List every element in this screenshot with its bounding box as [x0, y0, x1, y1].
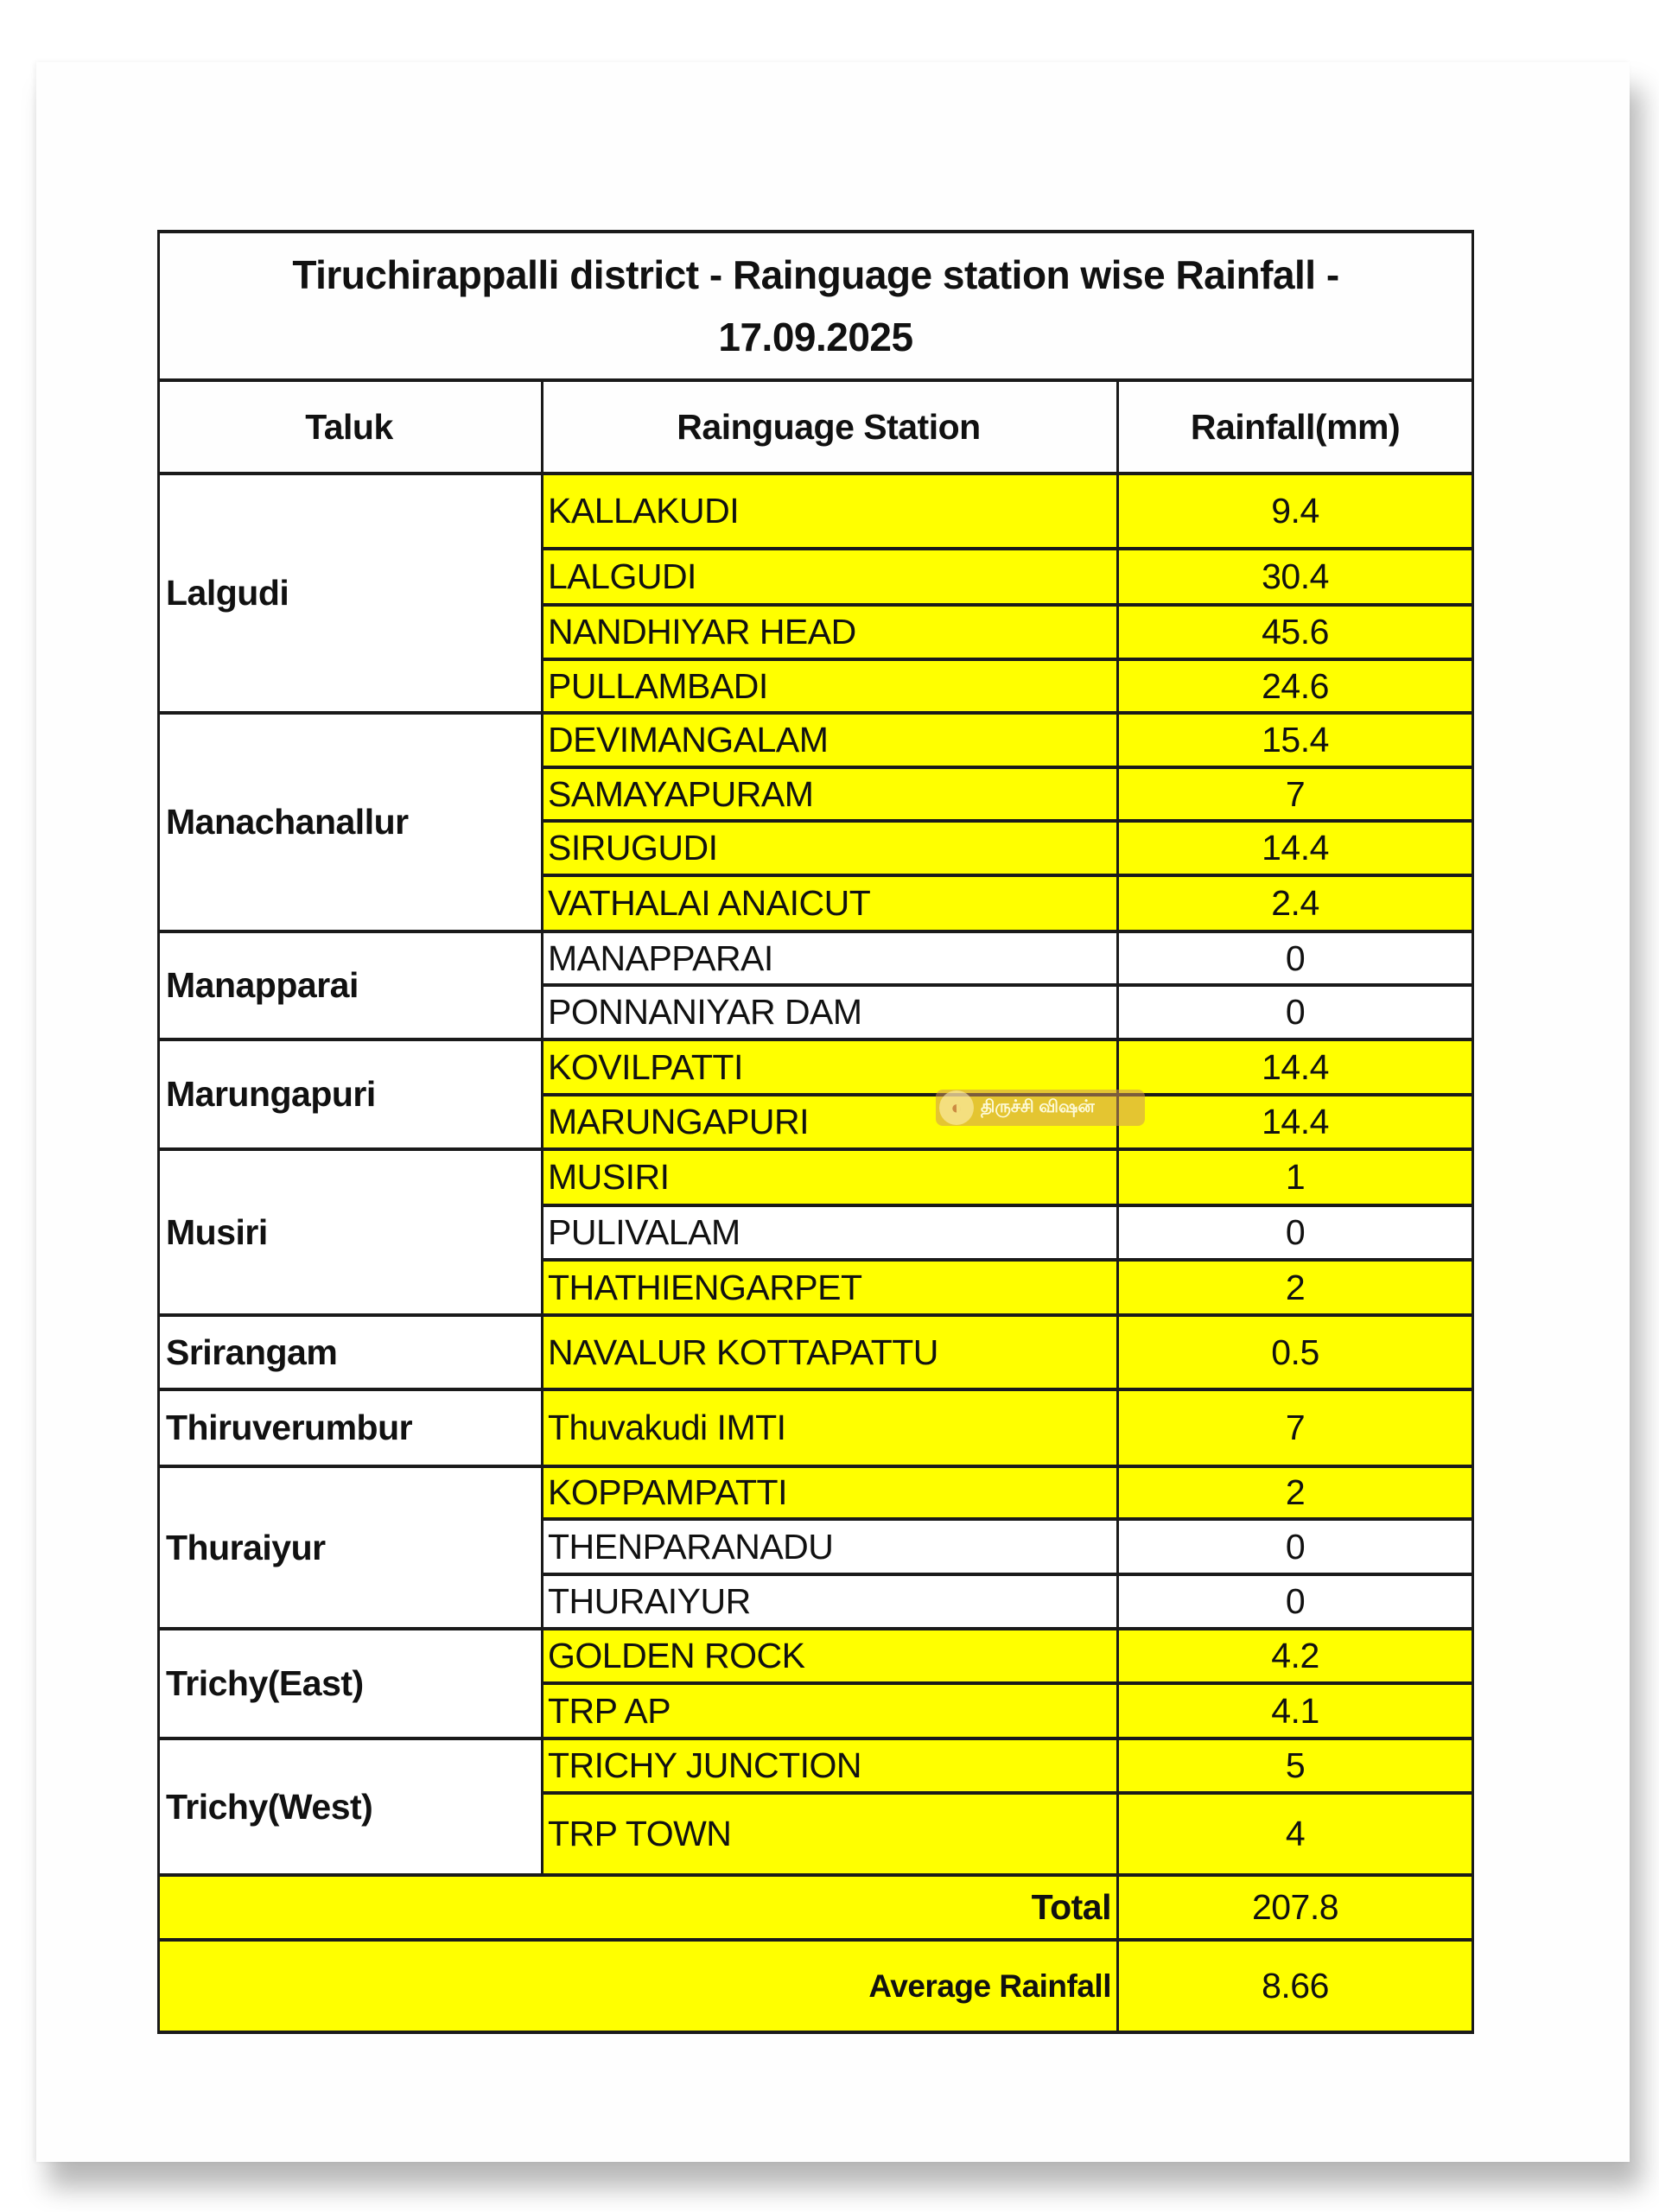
station-name: GOLDEN ROCK — [541, 1629, 1116, 1683]
rainfall-value: 5 — [1116, 1738, 1474, 1793]
rainfall-value: 14.4 — [1116, 821, 1474, 875]
rainfall-value: 0 — [1116, 1519, 1474, 1574]
station-name: THATHIENGARPET — [541, 1260, 1116, 1315]
rainfall-value: 4.1 — [1116, 1683, 1474, 1738]
average-label: Average Rainfall — [157, 1940, 1116, 2032]
rainfall-value: 0 — [1116, 1574, 1474, 1629]
column-header-taluk: Taluk — [305, 406, 393, 447]
rainfall-value: 0.5 — [1116, 1315, 1474, 1389]
station-name: KALLAKUDI — [541, 474, 1116, 549]
table-title: Tiruchirappalli district - Rainguage station wise Rainfall - 17.09.2025 — [292, 252, 1339, 359]
station-name: SIRUGUDI — [541, 821, 1116, 875]
grid-line-horizontal — [541, 874, 1474, 877]
grid-line-horizontal — [157, 930, 1474, 933]
station-name: DEVIMANGALAM — [541, 713, 1116, 767]
grid-line-horizontal — [157, 230, 1474, 233]
grid-line-horizontal — [541, 1573, 1474, 1576]
rainfall-value: 45.6 — [1116, 605, 1474, 659]
grid-line-horizontal — [541, 819, 1474, 823]
station-name: MUSIRI — [541, 1149, 1116, 1205]
rainfall-value: 4.2 — [1116, 1629, 1474, 1683]
watermark-text: திருச்சி விஷன் — [981, 1096, 1095, 1116]
grid-line-horizontal — [541, 1681, 1474, 1685]
rainfall-value: 0 — [1116, 985, 1474, 1039]
station-name: LALGUDI — [541, 549, 1116, 605]
station-name: TRP AP — [541, 1683, 1116, 1738]
eye-logo-icon: ◐ — [939, 1090, 974, 1125]
grid-line-horizontal — [157, 1737, 1474, 1740]
rainfall-value: 4 — [1116, 1793, 1474, 1875]
rainfall-value: 2 — [1116, 1260, 1474, 1315]
grid-line-horizontal — [157, 1147, 1474, 1151]
station-name: NANDHIYAR HEAD — [541, 605, 1116, 659]
rainfall-value: 1 — [1116, 1149, 1474, 1205]
taluk-name: Thiruverumbur — [157, 1389, 541, 1466]
total-value: 207.8 — [1116, 1875, 1474, 1940]
station-name: THENPARANADU — [541, 1519, 1116, 1574]
average-value: 8.66 — [1116, 1940, 1474, 2032]
taluk-name: Thuraiyur — [157, 1466, 541, 1629]
grid-line-horizontal — [541, 658, 1474, 661]
station-name: TRP TOWN — [541, 1793, 1116, 1875]
taluk-name: Trichy(West) — [157, 1738, 541, 1875]
rainfall-table — [157, 232, 1474, 2034]
grid-line-horizontal — [157, 711, 1474, 715]
rainfall-value: 7 — [1116, 767, 1474, 821]
grid-line-horizontal — [541, 1258, 1474, 1262]
rainfall-value: 24.6 — [1116, 659, 1474, 713]
rainfall-value: 15.4 — [1116, 713, 1474, 767]
grid-line-horizontal — [157, 2031, 1474, 2034]
rainfall-value: 30.4 — [1116, 549, 1474, 605]
grid-line-horizontal — [157, 1388, 1474, 1391]
grid-line-horizontal — [541, 1791, 1474, 1795]
grid-line-horizontal — [541, 766, 1474, 769]
station-name: KOPPAMPATTI — [541, 1466, 1116, 1519]
rainfall-value: 0 — [1116, 931, 1474, 985]
grid-line-horizontal — [157, 1038, 1474, 1041]
grid-line-horizontal — [541, 983, 1474, 987]
grid-line-vertical — [541, 380, 543, 1875]
station-name: TRICHY JUNCTION — [541, 1738, 1116, 1793]
taluk-name: Srirangam — [157, 1315, 541, 1389]
watermark-badge — [936, 1090, 1145, 1126]
grid-line-horizontal — [541, 547, 1474, 550]
rainfall-value: 14.4 — [1116, 1039, 1474, 1095]
rainfall-value: 0 — [1116, 1205, 1474, 1260]
taluk-name: Manapparai — [157, 931, 541, 1039]
station-name: KOVILPATTI — [541, 1039, 1116, 1095]
station-name: Thuvakudi IMTI — [541, 1389, 1116, 1466]
station-name: MANAPPARAI — [541, 931, 1116, 985]
station-name: PULLAMBADI — [541, 659, 1116, 713]
taluk-name: Lalgudi — [157, 474, 541, 713]
grid-line-horizontal — [157, 378, 1474, 382]
grid-line-horizontal — [157, 1873, 1474, 1877]
grid-line-horizontal — [157, 1627, 1474, 1630]
rainfall-value: 14.4 — [1116, 1095, 1474, 1149]
taluk-name: Manachanallur — [157, 713, 541, 931]
taluk-name: Trichy(East) — [157, 1629, 541, 1738]
station-name: THURAIYUR — [541, 1574, 1116, 1629]
station-name: VATHALAI ANAICUT — [541, 875, 1116, 931]
column-header-rainfall: Rainfall(mm) — [1190, 406, 1401, 447]
station-name: PONNANIYAR DAM — [541, 985, 1116, 1039]
grid-line-vertical — [1471, 232, 1474, 2034]
grid-line-horizontal — [541, 1517, 1474, 1521]
column-header-station: Rainguage Station — [677, 406, 981, 447]
station-name: PULIVALAM — [541, 1205, 1116, 1260]
station-name: SAMAYAPURAM — [541, 767, 1116, 821]
rainfall-value: 2 — [1116, 1466, 1474, 1519]
rainfall-value: 7 — [1116, 1389, 1474, 1466]
rainfall-value: 9.4 — [1116, 474, 1474, 549]
grid-line-horizontal — [157, 1313, 1474, 1317]
grid-line-horizontal — [157, 1938, 1474, 1942]
grid-line-horizontal — [541, 1204, 1474, 1207]
grid-line-vertical — [1116, 380, 1119, 2034]
station-name: NAVALUR KOTTAPATTU — [541, 1315, 1116, 1389]
rainfall-value: 2.4 — [1116, 875, 1474, 931]
grid-line-vertical — [157, 232, 160, 2034]
taluk-name: Marungapuri — [157, 1039, 541, 1149]
grid-line-horizontal — [157, 472, 1474, 475]
grid-line-horizontal — [541, 603, 1474, 607]
taluk-name: Musiri — [157, 1149, 541, 1315]
grid-line-horizontal — [157, 1465, 1474, 1468]
total-label: Total — [157, 1875, 1116, 1940]
station-name: MARUNGAPURI — [541, 1095, 1116, 1149]
